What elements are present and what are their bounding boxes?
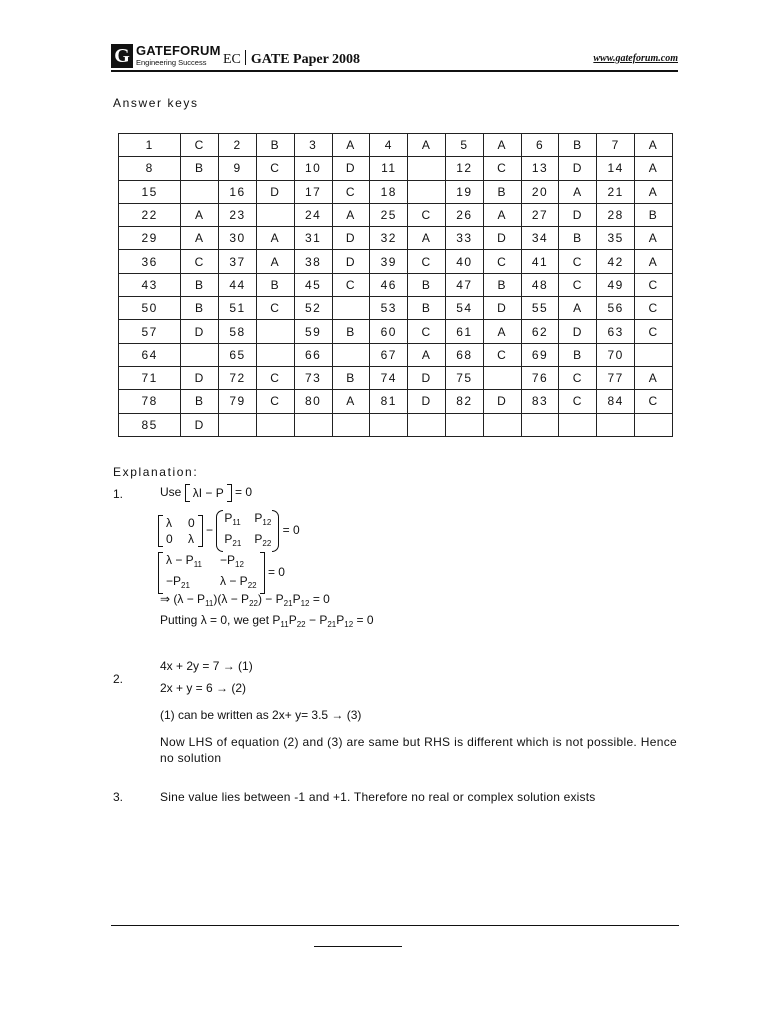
answer-cell: B [181,157,219,180]
question-number-cell: 2 [219,134,257,157]
answer-cell: C [256,297,294,320]
q2-equation-2: 2x + y = 6 → (2) [160,681,247,695]
question-number-cell: 33 [446,227,484,250]
q1-number: 1. [113,487,124,501]
question-number-cell: 83 [521,390,559,413]
title-separator [245,50,246,65]
answer-cell: A [332,134,370,157]
question-number-cell: 70 [597,343,635,366]
question-number-cell: 18 [370,180,408,203]
question-number-cell: 3 [294,134,332,157]
logo-tagline: Engineering Success [136,58,207,67]
question-number-cell: 59 [294,320,332,343]
explanation-heading: Explanation: [113,465,199,479]
table-row [119,297,673,320]
q1-putting-line: Putting λ = 0, we get $P_{11}P_{22} - P_{21}P_{12} = 0$ [160,613,374,629]
answer-cell: C [408,250,446,273]
question-number-cell: 72 [219,366,257,389]
question-number-cell: 6 [521,134,559,157]
answer-cell: C [559,366,597,389]
question-number-cell: 21 [597,180,635,203]
table-row [119,390,673,413]
answer-cell: B [483,273,521,296]
question-number-cell: 71 [119,366,181,389]
question-number-cell: 52 [294,297,332,320]
question-number-cell: 25 [370,203,408,226]
answer-cell: A [332,203,370,226]
answer-cell: A [635,134,673,157]
answer-cell [483,366,521,389]
question-number-cell: 15 [119,180,181,203]
answer-cell: A [483,134,521,157]
answer-cell: A [559,297,597,320]
q1-difference-matrix: $\lambda - P_{11}$ $-P_{12}$ $-P_{21}$ $\lambda - P_{22}$ = 0 [158,552,285,594]
answer-cell: A [483,320,521,343]
answer-cell: B [256,134,294,157]
footer-rule [111,925,679,926]
header-rule [111,70,678,72]
answer-cell: B [181,297,219,320]
answer-cell: D [256,180,294,203]
answer-cell: C [559,273,597,296]
question-number-cell: 56 [597,297,635,320]
answer-cell: D [559,320,597,343]
answer-cell: C [181,134,219,157]
answer-cell: B [181,273,219,296]
question-number-cell [597,413,635,436]
question-number-cell: 23 [219,203,257,226]
question-number-cell: 24 [294,203,332,226]
answer-cell: A [181,203,219,226]
answer-cell: A [256,250,294,273]
answer-cell: C [483,157,521,180]
answer-cell: B [559,343,597,366]
question-number-cell: 67 [370,343,408,366]
answer-cell: B [635,203,673,226]
question-number-cell: 47 [446,273,484,296]
answer-cell: C [181,250,219,273]
answer-cell: A [408,343,446,366]
answer-cell: C [408,203,446,226]
logo-name: GATEFORUM [136,43,221,58]
answer-cell [408,180,446,203]
question-number-cell: 8 [119,157,181,180]
answer-cell: B [181,390,219,413]
question-number-cell: 65 [219,343,257,366]
q2-explanation-text: Now LHS of equation (2) and (3) are same but RHS is different which is not possible. Hence no solution [160,735,677,765]
answer-cell: D [408,366,446,389]
question-number-cell: 38 [294,250,332,273]
table-row [119,273,673,296]
question-number-cell: 78 [119,390,181,413]
question-number-cell: 66 [294,343,332,366]
question-number-cell: 73 [294,366,332,389]
answer-cell: A [256,227,294,250]
question-number-cell: 75 [446,366,484,389]
question-number-cell: 10 [294,157,332,180]
question-number-cell: 76 [521,366,559,389]
q1-matrix-equation: λ 0 0 λ − $P_{11}$ $P_{12}$ $P_{21}$ $P_{22}$ = 0 [158,510,300,552]
answer-cell [408,413,446,436]
answer-cell: C [483,343,521,366]
answer-cell: A [635,250,673,273]
question-number-cell: 30 [219,227,257,250]
question-number-cell: 34 [521,227,559,250]
answer-cell: C [559,250,597,273]
question-number-cell: 58 [219,320,257,343]
question-number-cell: 44 [219,273,257,296]
q3-explanation-text: Sine value lies between -1 and +1. Therefore no real or complex solution exists [160,790,596,804]
question-number-cell: 16 [219,180,257,203]
question-number-cell: 45 [294,273,332,296]
table-row [119,134,673,157]
q2-number: 2. [113,672,124,686]
answer-cell: A [483,203,521,226]
answer-cell: B [559,134,597,157]
answer-cell [332,343,370,366]
question-number-cell: 4 [370,134,408,157]
answer-cell [559,413,597,436]
answer-cell: D [483,390,521,413]
answer-cell: C [332,273,370,296]
answer-cell: D [332,227,370,250]
question-number-cell: 63 [597,320,635,343]
question-number-cell: 5 [446,134,484,157]
lambda-identity-matrix: λ 0 0 λ [158,515,203,547]
answer-cell: D [181,366,219,389]
subject-code: EC [223,52,241,67]
question-number-cell: 79 [219,390,257,413]
q2-equation-3: (1) can be written as 2x+ y= 3.5 → (3) [160,708,362,722]
answer-cell [635,343,673,366]
question-number-cell: 28 [597,203,635,226]
question-number-cell: 29 [119,227,181,250]
answer-cell: C [635,320,673,343]
answer-cell: A [635,157,673,180]
answer-cell: D [559,157,597,180]
website-link[interactable]: www.gateforum.com [593,53,678,64]
answer-cell: B [256,273,294,296]
question-number-cell [446,413,484,436]
logo-mark: G [111,44,133,68]
question-number-cell: 62 [521,320,559,343]
answer-cell: D [332,250,370,273]
answer-cell [635,413,673,436]
answer-cell: A [635,180,673,203]
answer-cell: A [635,227,673,250]
table-row [119,250,673,273]
question-number-cell: 80 [294,390,332,413]
answer-cell: C [635,273,673,296]
question-number-cell: 27 [521,203,559,226]
answer-cell: C [332,180,370,203]
answer-cell: D [559,203,597,226]
answer-cell [408,157,446,180]
answer-cell: B [483,180,521,203]
question-number-cell: 81 [370,390,408,413]
question-number-cell: 68 [446,343,484,366]
answer-cell [256,203,294,226]
answer-cell: D [483,297,521,320]
question-number-cell: 35 [597,227,635,250]
q1-use-prefix: Use [160,485,182,500]
answer-cell: D [332,157,370,180]
question-number-cell: 77 [597,366,635,389]
answer-cell: C [408,320,446,343]
q3-number: 3. [113,790,124,804]
question-number-cell [521,413,559,436]
answer-cell: C [256,390,294,413]
page-header [111,44,678,70]
question-number-cell: 69 [521,343,559,366]
table-row [119,366,673,389]
answer-cell: C [256,157,294,180]
answer-cell: B [408,297,446,320]
answer-cell: A [408,227,446,250]
paper-title [223,50,360,68]
answer-cell [181,180,219,203]
question-number-cell: 12 [446,157,484,180]
question-number-cell: 31 [294,227,332,250]
question-number-cell: 11 [370,157,408,180]
q1-use-line: Use λI − P = 0 [160,485,253,500]
question-number-cell: 82 [446,390,484,413]
question-number-cell: 36 [119,250,181,273]
question-number-cell: 48 [521,273,559,296]
answer-cell: A [181,227,219,250]
answer-cell [332,297,370,320]
answer-keys-table [118,133,673,437]
p-matrix: $P_{11}$ $P_{12}$ $P_{21}$ $P_{22}$ [216,510,279,552]
table-row [119,343,673,366]
question-number-cell: 85 [119,413,181,436]
answer-cell [181,343,219,366]
gateforum-logo [111,43,221,68]
answer-keys-heading: Answer keys [113,96,199,110]
answer-cell: B [559,227,597,250]
question-number-cell: 74 [370,366,408,389]
question-number-cell: 57 [119,320,181,343]
answer-cell [483,413,521,436]
question-number-cell [294,413,332,436]
answer-cell: D [181,413,219,436]
answer-cell: A [332,390,370,413]
answer-cell [256,413,294,436]
question-number-cell: 42 [597,250,635,273]
q1-use-bracket: λI − P [185,484,232,502]
question-number-cell: 14 [597,157,635,180]
footer-short-rule [314,946,402,947]
q1-implies-line: ⇒ $(\lambda - P_{11})(\lambda - P_{22}) - P_{21}P_{12} = 0$ [160,592,330,608]
question-number-cell: 46 [370,273,408,296]
question-number-cell: 49 [597,273,635,296]
answer-cell: C [635,390,673,413]
table-row [119,227,673,250]
answer-cell [256,320,294,343]
question-number-cell: 9 [219,157,257,180]
answer-cell: A [559,180,597,203]
question-number-cell: 60 [370,320,408,343]
table-row [119,157,673,180]
lambda-minus-p-matrix: $\lambda - P_{11}$ $-P_{12}$ $-P_{21}$ $\lambda - P_{22}$ [158,552,265,594]
question-number-cell: 19 [446,180,484,203]
question-number-cell: 51 [219,297,257,320]
question-number-cell: 1 [119,134,181,157]
table-row [119,413,673,436]
question-number-cell: 17 [294,180,332,203]
question-number-cell [219,413,257,436]
question-number-cell: 61 [446,320,484,343]
answer-cell: C [559,390,597,413]
question-number-cell: 54 [446,297,484,320]
answer-cell: B [332,320,370,343]
question-number-cell: 50 [119,297,181,320]
question-number-cell [370,413,408,436]
answer-cell [256,343,294,366]
answer-cell: A [635,366,673,389]
question-number-cell: 13 [521,157,559,180]
answer-cell [332,413,370,436]
question-number-cell: 7 [597,134,635,157]
question-number-cell: 22 [119,203,181,226]
table-row [119,180,673,203]
question-number-cell: 39 [370,250,408,273]
answer-cell: D [483,227,521,250]
question-number-cell: 53 [370,297,408,320]
answer-cell: C [256,366,294,389]
answer-cell: B [408,273,446,296]
paper-name: GATE Paper 2008 [250,52,361,67]
answer-cell: D [408,390,446,413]
question-number-cell: 40 [446,250,484,273]
question-number-cell: 41 [521,250,559,273]
answer-cell: B [332,366,370,389]
table-row [119,320,673,343]
question-number-cell: 20 [521,180,559,203]
question-number-cell: 26 [446,203,484,226]
question-number-cell: 37 [219,250,257,273]
question-number-cell: 32 [370,227,408,250]
answer-cell: C [635,297,673,320]
answer-cell: D [181,320,219,343]
answer-cell: A [408,134,446,157]
question-number-cell: 55 [521,297,559,320]
question-number-cell: 64 [119,343,181,366]
q2-equation-1: 4x + 2y = 7 → (1) [160,659,253,673]
question-number-cell: 43 [119,273,181,296]
question-number-cell: 84 [597,390,635,413]
table-row [119,203,673,226]
answer-cell: C [483,250,521,273]
